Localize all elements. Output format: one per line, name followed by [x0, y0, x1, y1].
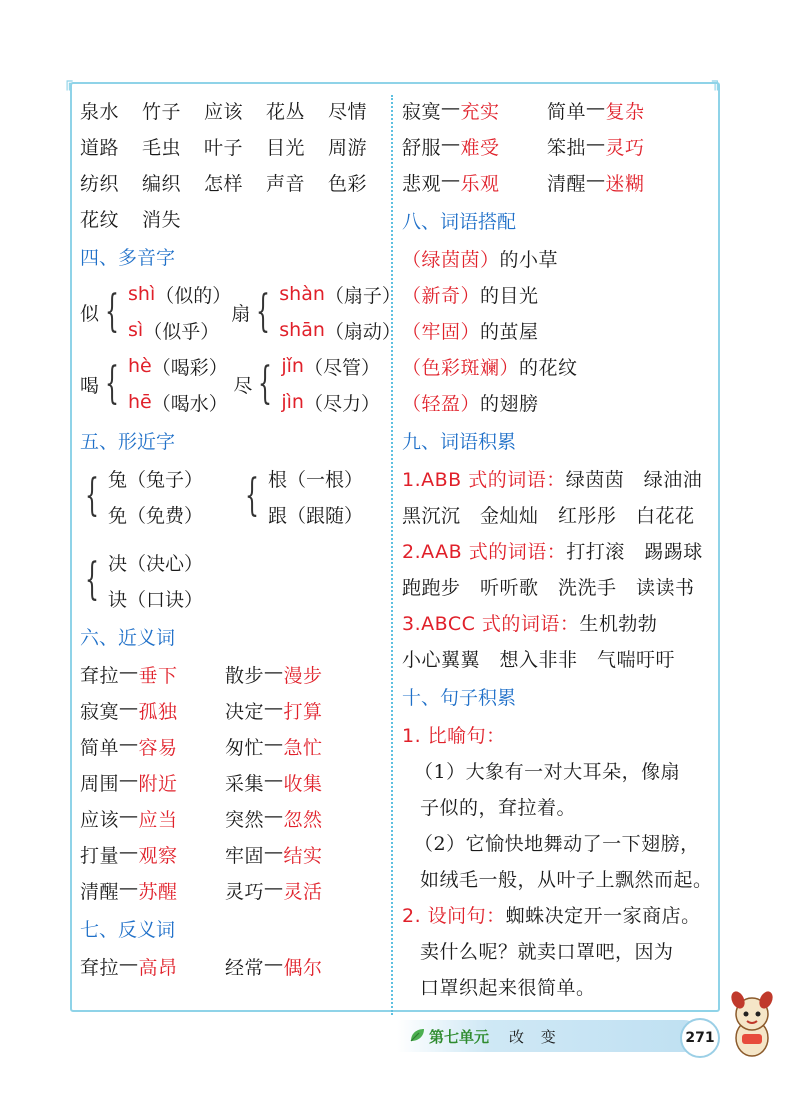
- similar-char-entry: [80, 460, 240, 532]
- paren: （: [402, 392, 422, 415]
- answer-word: 结实: [283, 844, 323, 867]
- sentence-line: （2）它愉快地舞动了一下翅膀，: [414, 832, 700, 855]
- word: 耷拉: [80, 956, 120, 979]
- example-word: （似的）: [155, 284, 232, 307]
- word: 怎样: [204, 172, 244, 195]
- polyphonic-group: [80, 276, 401, 348]
- collocation-rest: 的翅膀: [480, 392, 539, 415]
- answer-word: 灵巧: [605, 136, 645, 159]
- antonym-list: [80, 948, 380, 984]
- unit-label: 第七单元: [429, 1028, 490, 1046]
- similar-char: 免（免费）: [108, 504, 204, 527]
- abb-words-line: 黑沉沉 金灿灿 红彤彤 白花花: [402, 504, 695, 527]
- sentence-line: 如绒毛一般，从叶子上飘然而起。: [420, 868, 713, 891]
- word-pair-row: [402, 128, 712, 164]
- polyphonic-entry: [233, 348, 380, 420]
- abcc-label: 3.ABCC 式的词语：: [402, 612, 580, 635]
- dash: —: [119, 660, 139, 683]
- antonym-list: [402, 92, 712, 200]
- word: 采集: [225, 772, 265, 795]
- section-heading: 八、词语搭配: [402, 210, 517, 233]
- polyphonic-char: 扇: [231, 302, 251, 325]
- collocation-row: [402, 384, 712, 420]
- collocation-rest: 的花纹: [519, 356, 578, 379]
- word-pair: [225, 877, 323, 904]
- word: 色彩: [328, 172, 368, 195]
- word-pair: [225, 841, 323, 868]
- answer-word: 牢固: [421, 320, 461, 343]
- pinyin: jìn: [281, 391, 304, 413]
- word: 消失: [142, 208, 182, 231]
- word: 目光: [266, 136, 306, 159]
- answer-word: 急忙: [283, 736, 323, 759]
- aab-label: 2.AAB 式的词语：: [402, 540, 567, 563]
- dash: —: [264, 660, 284, 683]
- answer-word: 漫步: [283, 664, 323, 687]
- word-pair: [80, 733, 225, 760]
- word-pair: [225, 661, 323, 688]
- dash: —: [586, 96, 606, 119]
- word-pair: [80, 805, 225, 832]
- word-pair: [402, 97, 547, 124]
- section-heading: 五、形近字: [80, 430, 176, 453]
- answer-word: 附近: [138, 772, 178, 795]
- polyphonic-group: [80, 348, 380, 420]
- word: 散步: [225, 664, 265, 687]
- paren: （: [402, 356, 422, 379]
- word: 匆忙: [225, 736, 265, 759]
- similar-char: 根（一根）: [268, 468, 364, 491]
- page-number: 271: [680, 1018, 720, 1058]
- paren: （: [402, 284, 422, 307]
- word: 牢固: [225, 844, 265, 867]
- paren: ）: [460, 320, 481, 343]
- word-pair-row: [80, 836, 380, 872]
- pinyin: hè: [128, 355, 152, 377]
- dash: —: [264, 840, 284, 863]
- word-pair: [225, 697, 323, 724]
- word: 花纹: [80, 208, 120, 231]
- pinyin: sì: [128, 319, 144, 341]
- pinyin: hē: [128, 391, 152, 413]
- mascot-icon: [720, 990, 785, 1060]
- brace-icon: {: [256, 286, 271, 337]
- dash: —: [119, 952, 139, 975]
- pinyin: shàn: [279, 283, 325, 305]
- dash: —: [586, 132, 606, 155]
- word-pair-row: [80, 872, 380, 908]
- word: 灵巧: [225, 880, 265, 903]
- word: 经常: [225, 956, 265, 979]
- polyphonic-entry: [80, 276, 231, 348]
- word-row: [80, 128, 380, 164]
- dash: —: [586, 168, 606, 191]
- word: 周围: [80, 772, 120, 795]
- answer-word: 新奇: [421, 284, 461, 307]
- brace-icon: {: [245, 470, 259, 521]
- collocation-row: [402, 348, 712, 384]
- word: 毛虫: [142, 136, 182, 159]
- dash: —: [119, 876, 139, 899]
- word-pair: [80, 841, 225, 868]
- word: 耷拉: [80, 664, 120, 687]
- section-heading: 十、句子积累: [402, 686, 517, 709]
- word-pair: [80, 953, 225, 980]
- word: 周游: [328, 136, 368, 159]
- answer-word: 轻盈: [421, 392, 461, 415]
- word-pair: [80, 769, 225, 796]
- word: 竹子: [142, 100, 182, 123]
- word-pair-row: [402, 164, 712, 200]
- word-pair-row: [80, 728, 380, 764]
- sentence-line: 子似的，耷拉着。: [420, 796, 577, 819]
- abb-words: 绿茵茵 绿油油: [565, 468, 703, 491]
- word-row: [80, 92, 380, 128]
- word: 突然: [225, 808, 265, 831]
- column-divider: [391, 95, 393, 1015]
- dash: —: [119, 732, 139, 755]
- pinyin: jǐn: [281, 355, 304, 377]
- synonym-list: [80, 656, 380, 908]
- sentence-line: （1）大象有一对大耳朵，像扇: [414, 760, 681, 783]
- word: 简单: [547, 100, 587, 123]
- answer-word: 乐观: [460, 172, 500, 195]
- dash: —: [264, 876, 284, 899]
- dash: —: [264, 804, 284, 827]
- word: 花丛: [266, 100, 306, 123]
- aab-words-line: 跑跑步 听听歌 洗洗手 读读书: [402, 576, 695, 599]
- abb-row: [402, 460, 712, 496]
- sentence-line: 口罩织起来很简单。: [420, 976, 596, 999]
- word: 泉水: [80, 100, 120, 123]
- answer-word: 偶尔: [283, 956, 323, 979]
- similar-char: 跟（跟随）: [268, 504, 364, 527]
- answer-word: 应当: [138, 808, 178, 831]
- answer-word: 打算: [283, 700, 323, 723]
- footer-bar: [397, 1020, 700, 1052]
- answer-word: 收集: [283, 772, 323, 795]
- left-column: [80, 92, 401, 984]
- word: 纺织: [80, 172, 120, 195]
- dash: —: [441, 168, 461, 191]
- word-pair: [547, 169, 645, 196]
- word: 打量: [80, 844, 120, 867]
- similar-char: 兔（兔子）: [108, 468, 204, 491]
- answer-word: 迷糊: [605, 172, 645, 195]
- unit-topic: 改 变: [509, 1028, 562, 1046]
- polyphonic-entry: [80, 348, 233, 420]
- dash: —: [441, 96, 461, 119]
- word: 道路: [80, 136, 120, 159]
- word-pair: [80, 877, 225, 904]
- word-pair-row: [80, 800, 380, 836]
- word-pair: [547, 133, 645, 160]
- example-word: （尽力）: [303, 392, 380, 415]
- answer-word: 孤独: [138, 700, 178, 723]
- answer-word: 灵活: [283, 880, 323, 903]
- example-word: （喝彩）: [151, 356, 228, 379]
- paren: ）: [460, 284, 481, 307]
- corner-ornament-icon: ╗: [712, 75, 721, 91]
- dash: —: [264, 768, 284, 791]
- collocation-row: [402, 312, 712, 348]
- section-heading: 六、近义词: [80, 626, 176, 649]
- word: 应该: [80, 808, 120, 831]
- right-column: [402, 92, 712, 1004]
- brace-icon: {: [85, 470, 99, 521]
- brace-icon: {: [105, 358, 119, 409]
- example-word: （喝水）: [151, 392, 228, 415]
- similar-char-entry: [80, 544, 380, 616]
- word-pair: [225, 805, 323, 832]
- word-pair-row: [80, 656, 380, 692]
- answer-word: 充实: [460, 100, 500, 123]
- word: 编织: [142, 172, 182, 195]
- word-pair-row: [80, 692, 380, 728]
- answer-word: 绿茵茵: [421, 248, 481, 271]
- answer-word: 观察: [138, 844, 178, 867]
- brace-icon: {: [258, 358, 273, 409]
- polyphonic-char: 喝: [80, 374, 100, 397]
- word-pair: [80, 661, 225, 688]
- answer-word: 复杂: [605, 100, 645, 123]
- sentence-line: 蜘蛛决定开一家商店。: [505, 904, 701, 927]
- word-row: [80, 200, 380, 236]
- example-word: （尽管）: [303, 356, 380, 379]
- abb-label: 1.ABB 式的词语：: [402, 468, 566, 491]
- section-heading: 九、词语积累: [402, 430, 517, 453]
- word-pair-row: [80, 948, 380, 984]
- word: 清醒: [80, 880, 120, 903]
- collocation-rest: 的目光: [480, 284, 539, 307]
- pinyin: shì: [128, 283, 156, 305]
- answer-word: 色彩斑斓: [421, 356, 500, 379]
- example-word: （扇动）: [324, 320, 401, 343]
- paren: ）: [499, 356, 520, 379]
- collocation-row: [402, 240, 712, 276]
- collocation-row: [402, 276, 712, 312]
- word-row: [80, 164, 380, 200]
- similar-char: 诀（口诀）: [108, 588, 204, 611]
- word: 声音: [266, 172, 306, 195]
- dash: —: [264, 696, 284, 719]
- word: 决定: [225, 700, 265, 723]
- dash: —: [119, 768, 139, 791]
- word: 寂寞: [80, 700, 120, 723]
- word: 尽情: [328, 100, 368, 123]
- answer-word: 容易: [138, 736, 178, 759]
- word: 悲观: [402, 172, 442, 195]
- pinyin: shān: [279, 319, 325, 341]
- word: 简单: [80, 736, 120, 759]
- dash: —: [119, 840, 139, 863]
- word: 叶子: [204, 136, 244, 159]
- question-row: [402, 896, 712, 932]
- section-heading: 四、多音字: [80, 246, 176, 269]
- polyphonic-entry: [231, 276, 401, 348]
- word-pair: [225, 953, 323, 980]
- word-pair: [225, 769, 323, 796]
- example-word: （似乎）: [143, 320, 220, 343]
- similar-char-group: [80, 460, 380, 532]
- collocation-list: [402, 240, 712, 420]
- section-heading: 七、反义词: [80, 918, 176, 941]
- abcc-words: 生机勃勃: [579, 612, 658, 635]
- word-pair: [402, 169, 547, 196]
- paren: （: [402, 320, 422, 343]
- word: 舒服: [402, 136, 442, 159]
- polyphonic-char: 尽: [233, 374, 253, 397]
- word-pair: [547, 97, 645, 124]
- dash: —: [441, 132, 461, 155]
- aab-words: 打打滚 踢踢球: [566, 540, 703, 563]
- brace-icon: {: [105, 286, 119, 337]
- word: 清醒: [547, 172, 587, 195]
- corner-ornament-icon: ╔: [64, 75, 73, 91]
- word: 应该: [204, 100, 244, 123]
- dash: —: [264, 732, 284, 755]
- aab-row: [402, 532, 712, 568]
- collocation-rest: 的茧屋: [480, 320, 539, 343]
- word-pair-row: [402, 92, 712, 128]
- word-pair: [80, 697, 225, 724]
- answer-word: 苏醒: [138, 880, 178, 903]
- question-label: 2. 设问句：: [402, 904, 506, 927]
- word-pair: [225, 733, 323, 760]
- simile-label: 1. 比喻句：: [402, 724, 506, 747]
- similar-char-entry: [240, 460, 363, 532]
- leaf-icon: [409, 1027, 425, 1043]
- dash: —: [119, 804, 139, 827]
- example-word: （扇子）: [324, 284, 401, 307]
- abcc-words-line: 小心翼翼 想入非非 气喘吁吁: [402, 648, 676, 671]
- collocation-rest: 的小草: [499, 248, 559, 271]
- abcc-row: [402, 604, 712, 640]
- word: 笨拙: [547, 136, 587, 159]
- paren: ）: [480, 248, 500, 271]
- sentence-line: 卖什么呢？就卖口罩吧，因为: [420, 940, 674, 963]
- paren: ）: [460, 392, 481, 415]
- word-pair: [402, 133, 547, 160]
- answer-word: 垂下: [138, 664, 178, 687]
- polyphonic-char: 似: [80, 302, 100, 325]
- dash: —: [264, 952, 284, 975]
- paren: （: [402, 248, 422, 271]
- word-pair-row: [80, 764, 380, 800]
- dash: —: [119, 696, 139, 719]
- answer-word: 忽然: [283, 808, 323, 831]
- word: 寂寞: [402, 100, 442, 123]
- answer-word: 高昂: [138, 956, 178, 979]
- answer-word: 难受: [460, 136, 500, 159]
- brace-icon: {: [85, 554, 99, 605]
- similar-char: 决（决心）: [108, 552, 204, 575]
